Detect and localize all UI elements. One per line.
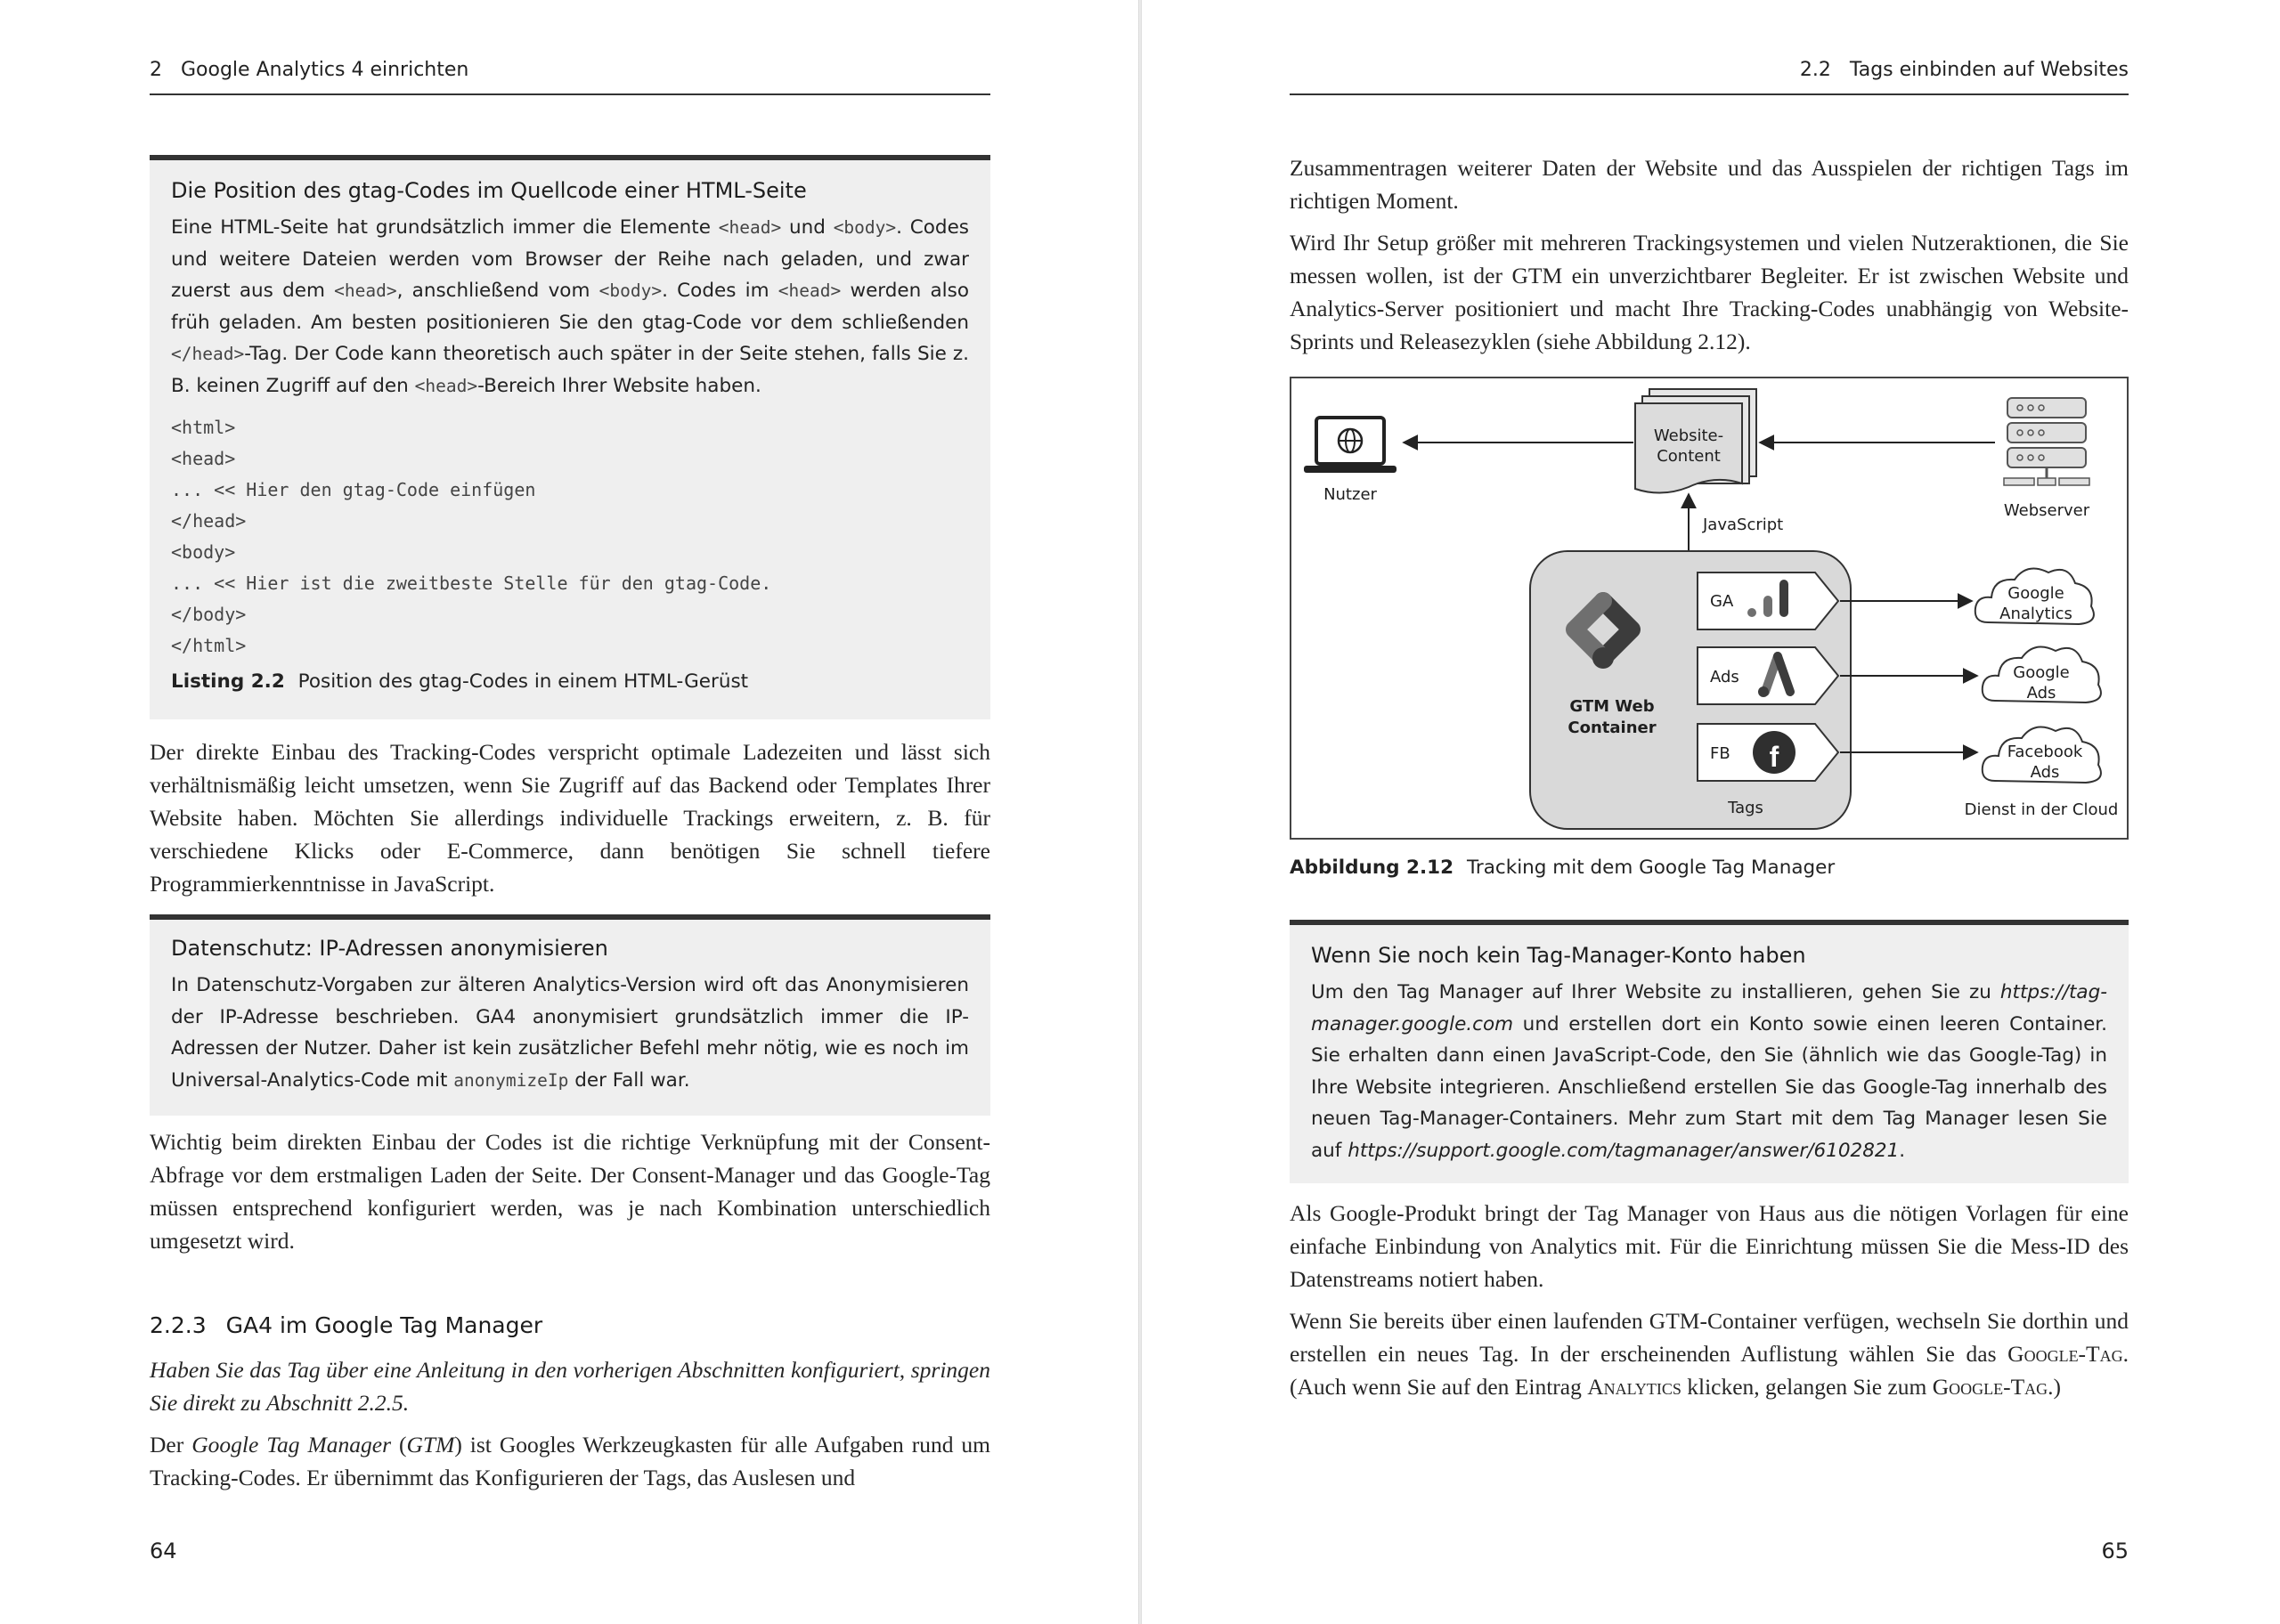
figure-caption [1290, 857, 1835, 879]
section-heading [150, 1312, 542, 1338]
link-tagmanager[interactable]: https://tag-manager.google.com [1311, 981, 2107, 1035]
code-line: </html> [171, 635, 247, 656]
google-analytics-icon [1779, 580, 1788, 617]
code-listing [171, 412, 969, 662]
running-head-right [1800, 59, 2129, 81]
label-gtm-2: Container [1568, 719, 1657, 737]
infobox-text: Um den Tag Manager auf Ihrer Website zu installieren, gehen Sie zu https://tag-manager.google.com und erstellen dort ein Konto sowie einen leeren Container. Sie erhalten dann einen JavaScript-Code, den Sie (ähnlich wie das Google-Tag) in Ihre Website integrieren. Anschließend erstellen Sie das Google-Tag innerhalb des neuen Tag-Manager-Containers. Mehr zum Start mit dem Tag Manager lesen Sie auf https://support.google.com/tagmanager/answer/6102821. [1311, 981, 2107, 1162]
paragraph-setup: Wird Ihr Setup größer mit mehreren Trackingsystemen und vielen Nutzeraktionen, die Sie messen wollen, ist der GTM ein unverzichtbarer Begleiter. Er ist zwischen Website und Analytics-Server positioniert und macht Ihre Tracking-Codes unabhängig von Website-Sprints und Releasezyklen (siehe Abbildung 2.12). [1290, 230, 2129, 354]
left-page [0, 0, 1138, 1624]
label-cloud-ads-1: Google [2013, 663, 2070, 682]
server-icon [2004, 398, 2089, 485]
label-website-content-2: Content [1657, 447, 1721, 466]
link-support[interactable]: https://support.google.com/tagmanager/answer/6102821 [1348, 1139, 1900, 1162]
section-title: GA4 im Google Tag Manager [225, 1312, 543, 1338]
label-nutzer: Nutzer [1323, 485, 1377, 504]
label-cloud-ga-2: Analytics [1999, 605, 2072, 623]
label-cloud-fb-1: Facebook [2007, 743, 2083, 761]
label-cloud-ads-2: Ads [2026, 684, 2056, 702]
label-cloud-ga-1: Google [2007, 584, 2064, 603]
running-head-rule [1290, 93, 2129, 95]
label-cloud-caption: Dienst in der Cloud [1964, 800, 2119, 819]
infobox-text: Eine HTML-Seite hat grundsätzlich immer die Elemente <head> und <body>. Codes und weitere Dateien werden vom Browser der Reihe nach geladen, und zwar zuerst aus dem <head>, anschließend vom <body>. Codes im <head> werden also früh geladen. Am besten positionieren Sie den gtag-Code vor dem schließenden </head>-Tag. Der Code kann theoretisch auch später in der Seite stehen, falls Sie z. B. keinen Zugriff auf den <head>-Bereich Ihrer Website haben. [171, 216, 970, 397]
label-tags: Tags [1728, 799, 1763, 817]
paragraph-existing-container: Wenn Sie bereits über einen laufenden GTM-Container verfügen, wechseln Sie dorthin und erstellen ein neues Tag. In der erscheinenden Auflistung wählen Sie das Google-Tag. (Auch wenn Sie auf den Eintrag Analytics klicken, gelangen Sie zum Google-Tag.) [1290, 1308, 2129, 1400]
label-gtm-1: GTM Web [1569, 697, 1655, 716]
infobox-title: Die Position des gtag-Codes im Quellcode einer HTML-Seite [171, 178, 807, 203]
code-line: <head> [171, 448, 236, 469]
paragraph-gtm-intro: Der Google Tag Manager (GTM) ist Googles Werkzeugkasten für alle Aufgaben rund um Tracking-Codes. Er übernimmt das Konfigurieren der Tags, das Auslesen und [150, 1432, 990, 1490]
running-head-section-number: 2.2 [1799, 59, 1831, 81]
listing-text: Position des gtag-Codes in einem HTML-Gerüst [297, 670, 749, 693]
page-number: 65 [2101, 1539, 2129, 1563]
listing-label: Listing 2.2 [171, 670, 285, 693]
running-head-chapter-title: Google Analytics 4 einrichten [181, 59, 469, 81]
code-line: </body> [171, 604, 247, 625]
label-website-content-1: Website- [1653, 426, 1724, 445]
infobox-text: In Datenschutz-Vorgaben zur älteren Analytics-Version wird oft das Anonymisieren der IP-Adresse beschrieben. GA4 anonymisiert grundsätzlich immer die IP-Adressen der Nutzer. Daher ist kein zusätzlicher Befehl mehr nötig, wie es noch im Universal-Analytics-Code mit anonymizeIp der Fall war. [171, 974, 969, 1092]
figure-label: Abbildung 2.12 [1290, 857, 1454, 879]
figure-gtm-diagram [1290, 377, 2129, 840]
label-tag-ads: Ads [1710, 668, 1739, 686]
code-line: ... << Hier den gtag-Code einfügen [171, 479, 536, 500]
figure-caption-text: Tracking mit dem Google Tag Manager [1466, 857, 1836, 879]
code-line: ... << Hier ist die zweitbeste Stelle für den gtag-Code. [171, 572, 772, 594]
running-head-left [150, 59, 468, 81]
running-head-chapter-number: 2 [150, 59, 162, 81]
infobox-title: Datenschutz: IP-Adressen anonymisieren [171, 936, 608, 961]
paragraph-continuation: Zusammentragen weiterer Daten der Website und das Ausspielen der richtigen Tags im richtigen Moment. [1290, 155, 2129, 214]
running-head-rule [150, 93, 990, 95]
label-tag-fb: FB [1710, 744, 1730, 763]
running-head-section-title: Tags einbinden auf Websites [1849, 59, 2129, 81]
label-cloud-fb-2: Ads [2030, 763, 2060, 782]
paragraph-group [1290, 1197, 2129, 1412]
paragraph-direct-embed: Der direkte Einbau des Tracking-Codes verspricht optimale Ladezeiten und lässt sich verhältnismäßig leicht umsetzen, wenn Sie Zugriff auf das Backend oder Templates Ihrer Website haben. Möchten Sie allerdings individuelle Trackings erweitern, z. B. für verschiedene Klicks oder E-Commerce, dann benötigen Sie schnell tiefere Programmierkenntnisse in JavaScript. [150, 739, 990, 897]
laptop-icon [1304, 418, 1396, 473]
infobox-title: Wenn Sie noch kein Tag-Manager-Konto haben [1311, 943, 1806, 968]
infobox-gtag-position [150, 155, 990, 719]
infobox-tag-manager-account [1290, 920, 2129, 1183]
code-line: <body> [171, 541, 236, 563]
svg-text:f: f [1769, 741, 1779, 773]
diagram-svg [1291, 378, 2130, 841]
paragraph-google-product: Als Google-Produkt bringt der Tag Manager von Haus aus die nötigen Vorlagen für eine einfache Einbindung von Analytics mit. Für die Einrichtung müssen Sie die Mess-ID des Datenstreams notiert haben. [1290, 1200, 2129, 1292]
label-tag-ga: GA [1710, 592, 1734, 611]
paragraph-group [150, 1353, 990, 1503]
code-line: <html> [171, 417, 236, 438]
paragraph [150, 1125, 990, 1266]
label-javascript: JavaScript [1703, 516, 1784, 534]
listing-caption [171, 670, 969, 693]
label-webserver: Webserver [2003, 501, 2090, 520]
section-number: 2.2.3 [150, 1312, 207, 1338]
infobox-privacy [150, 914, 990, 1116]
paragraph [150, 735, 990, 909]
paragraph-skip-note: Haben Sie das Tag über eine Anleitung in den vorherigen Abschnitten konfiguriert, springen Sie direkt zu Abschnitt 2.2.5. [150, 1357, 990, 1416]
page-number: 64 [150, 1539, 177, 1563]
code-line: </head> [171, 510, 247, 532]
paragraph-group [1290, 151, 2129, 367]
paragraph-consent: Wichtig beim direkten Einbau der Codes ist die richtige Verknüpfung mit der Consent-Abfrage vor dem erstmaligen Laden der Seite. Der Consent-Manager und das Google-Tag müssen entsprechend konfiguriert werden, was je nach Kombination unterschiedlich umgesetzt wird. [150, 1129, 990, 1254]
right-page [1142, 0, 2280, 1624]
